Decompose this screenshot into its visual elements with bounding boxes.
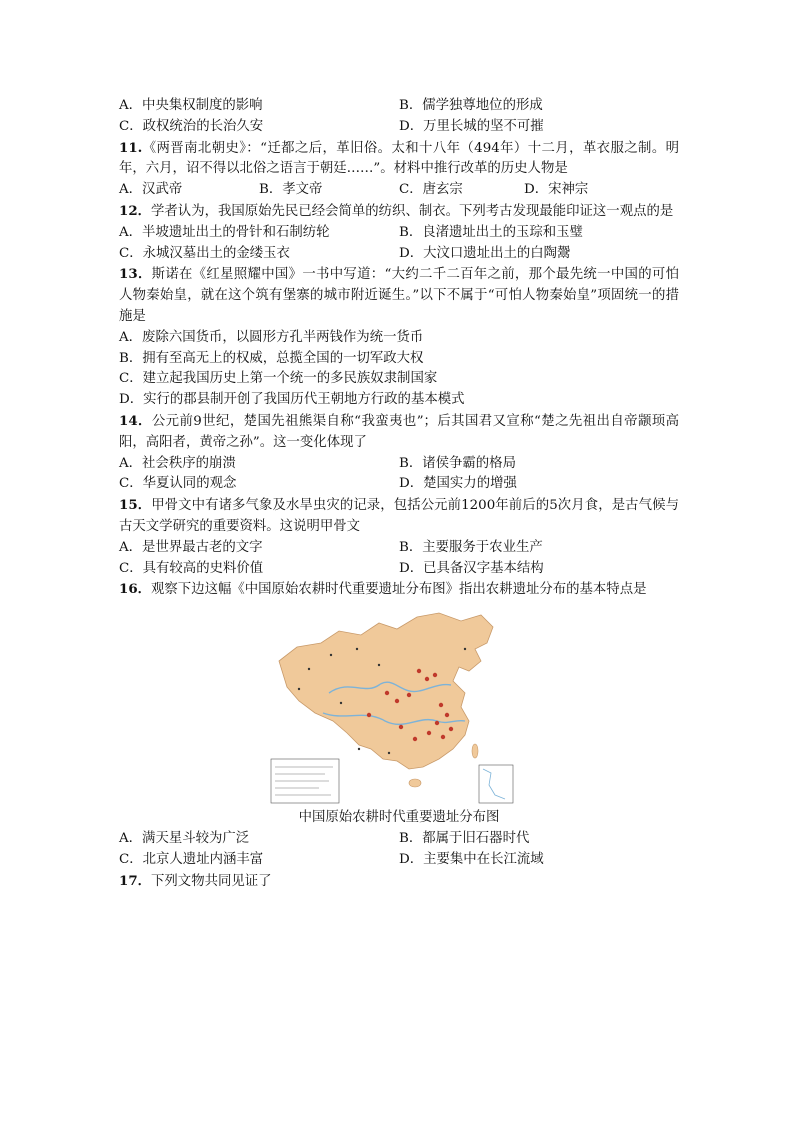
q16-option-a: A．满天星斗较为广泛: [119, 830, 250, 846]
q14-stem: [119, 411, 679, 454]
q14-option-b: B．诸侯争霸的格局: [399, 455, 516, 471]
q11-number: 11.: [119, 139, 143, 156]
hainan-island: [409, 779, 421, 787]
q12-text: 学者认为，我国原始先民已经会简单的纺织、制衣。下列考古发现最能印证这一观点的是: [151, 203, 674, 219]
q11-option-d: D．宋神宗: [524, 182, 589, 198]
q12-option-a: A．半坡遗址出土的骨针和石制纺轮: [119, 224, 330, 240]
q15-text: 甲骨文中有诸多气象及水旱虫灾的记录，包括公元前1200年前后的5次月食，是古气候与古天文学研究的重要资料。这说明甲骨文: [119, 498, 679, 534]
q14-options-row-1: [119, 454, 679, 475]
q15-stem: [119, 495, 679, 538]
q12-options-row-1: [119, 223, 679, 244]
q13-option-a-row: [119, 328, 679, 349]
q17-text: 下列文物共同见证了: [151, 873, 272, 889]
q11-stem: [119, 138, 679, 181]
q12-options-row-2: [119, 244, 679, 265]
exam-page: [119, 96, 679, 892]
q13-option-b-row: [119, 349, 679, 370]
taiwan-island: [472, 744, 478, 758]
q14-text: 公元前9世纪，楚国先祖熊渠自称“我蛮夷也”；后其国君又宣称“楚之先祖出自帝颛顼高阳，高阳者，黄帝之孙”。这一变化体现了: [119, 413, 679, 450]
q10-option-a: A．中央集权制度的影响: [119, 98, 263, 113]
q11-option-c: C．唐玄宗: [399, 182, 463, 198]
q13-option-c: C．建立起我国历史上第一个统一的多民族奴隶制国家: [119, 371, 438, 387]
q16-options-row-2: [119, 850, 679, 871]
q12-option-d: D．大汶口遗址出土的白陶鬶: [399, 245, 571, 261]
q14-option-a: A．社会秩序的崩溃: [119, 455, 236, 471]
q14-option-d: D．楚国实力的增强: [399, 476, 517, 492]
q16-option-b: B．都属于旧石器时代: [399, 830, 530, 846]
q11-option-b: B．孝文帝: [259, 182, 323, 198]
q16-option-d: D．主要集中在长江流域: [399, 851, 544, 867]
q17-stem: [119, 871, 679, 893]
q14-options-row-2: [119, 474, 679, 495]
map-caption: 中国原始农耕时代重要遗址分布图: [298, 810, 500, 826]
q13-option-c-row: [119, 369, 679, 390]
q13-option-b: B．拥有至高无上的权威，总揽全国的一切军政大权: [119, 350, 424, 366]
q14-number: 14．: [119, 412, 152, 429]
q10-option-b: B．儒学独尊地位的形成: [399, 98, 543, 113]
q15-option-c: C．具有较高的史料价值: [119, 560, 264, 576]
q13-text: 斯诺在《红星照耀中国》一书中写道：“大约二千二百年之前，那个最先统一中国的可怕人物秦始皇，就在这个筑有堡寨的城市附近诞生。”以下不属于“可怕人物秦始皇”项固统一的措施是: [119, 267, 679, 324]
q13-number: 13．: [119, 266, 152, 283]
q14-option-c: C．华夏认同的观念: [119, 476, 237, 492]
q17-number: 17．: [119, 872, 152, 889]
q15-options-row-1: [119, 538, 679, 559]
q16-stem: [119, 579, 679, 601]
map-graphic: [269, 609, 517, 805]
q10-option-c: C．政权统治的长治久安: [119, 118, 264, 134]
q11-text: 《两晋南北朝史》：“迁都之后，革旧俗。太和十八年（494年）十二月，革衣服之制。明年，六月，诏不得以北俗之语言于朝廷……”。材料中推行改革的历史人物是: [119, 140, 679, 177]
q16-options-row-1: [119, 829, 679, 850]
q13-option-d-row: [119, 390, 679, 411]
q13-option-d: D．实行的郡县制开创了我国历代王朝地方行政的基本模式: [119, 392, 465, 408]
q11-options: [119, 180, 679, 201]
q12-option-b: B．良渚遗址出土的玉琮和玉璧: [399, 224, 583, 240]
q12-stem: [119, 201, 679, 223]
q15-option-a: A．是世界最古老的文字: [119, 539, 263, 555]
q10-option-d: D．万里长城的坚不可摧: [399, 118, 544, 134]
q10-options-row-2: [119, 117, 679, 138]
china-neolithic-sites-map: [269, 609, 517, 805]
q12-option-c: C．永城汉墓出土的金缕玉衣: [119, 245, 290, 261]
q15-number: 15．: [119, 497, 152, 514]
q16-option-c: C．北京人遗址内涵丰富: [119, 851, 264, 867]
q15-option-b: B．主要服务于农业生产: [399, 539, 543, 555]
q16-number: 16．: [119, 581, 152, 598]
q15-option-d: D．已具备汉字基本结构: [399, 560, 544, 576]
q10-options-row-1: [119, 96, 679, 117]
q13-option-a: A．废除六国货币，以圆形方孔半两钱作为统一货币: [119, 329, 424, 345]
south-china-sea-inset: [479, 765, 513, 803]
q12-number: 12．: [119, 202, 152, 219]
q13-stem: [119, 264, 679, 327]
q11-option-a: A．汉武帝: [119, 182, 183, 198]
q16-text: 观察下边这幅《中国原始农耕时代重要遗址分布图》指出农耕遗址分布的基本特点是: [151, 582, 647, 598]
q15-options-row-2: [119, 559, 679, 580]
